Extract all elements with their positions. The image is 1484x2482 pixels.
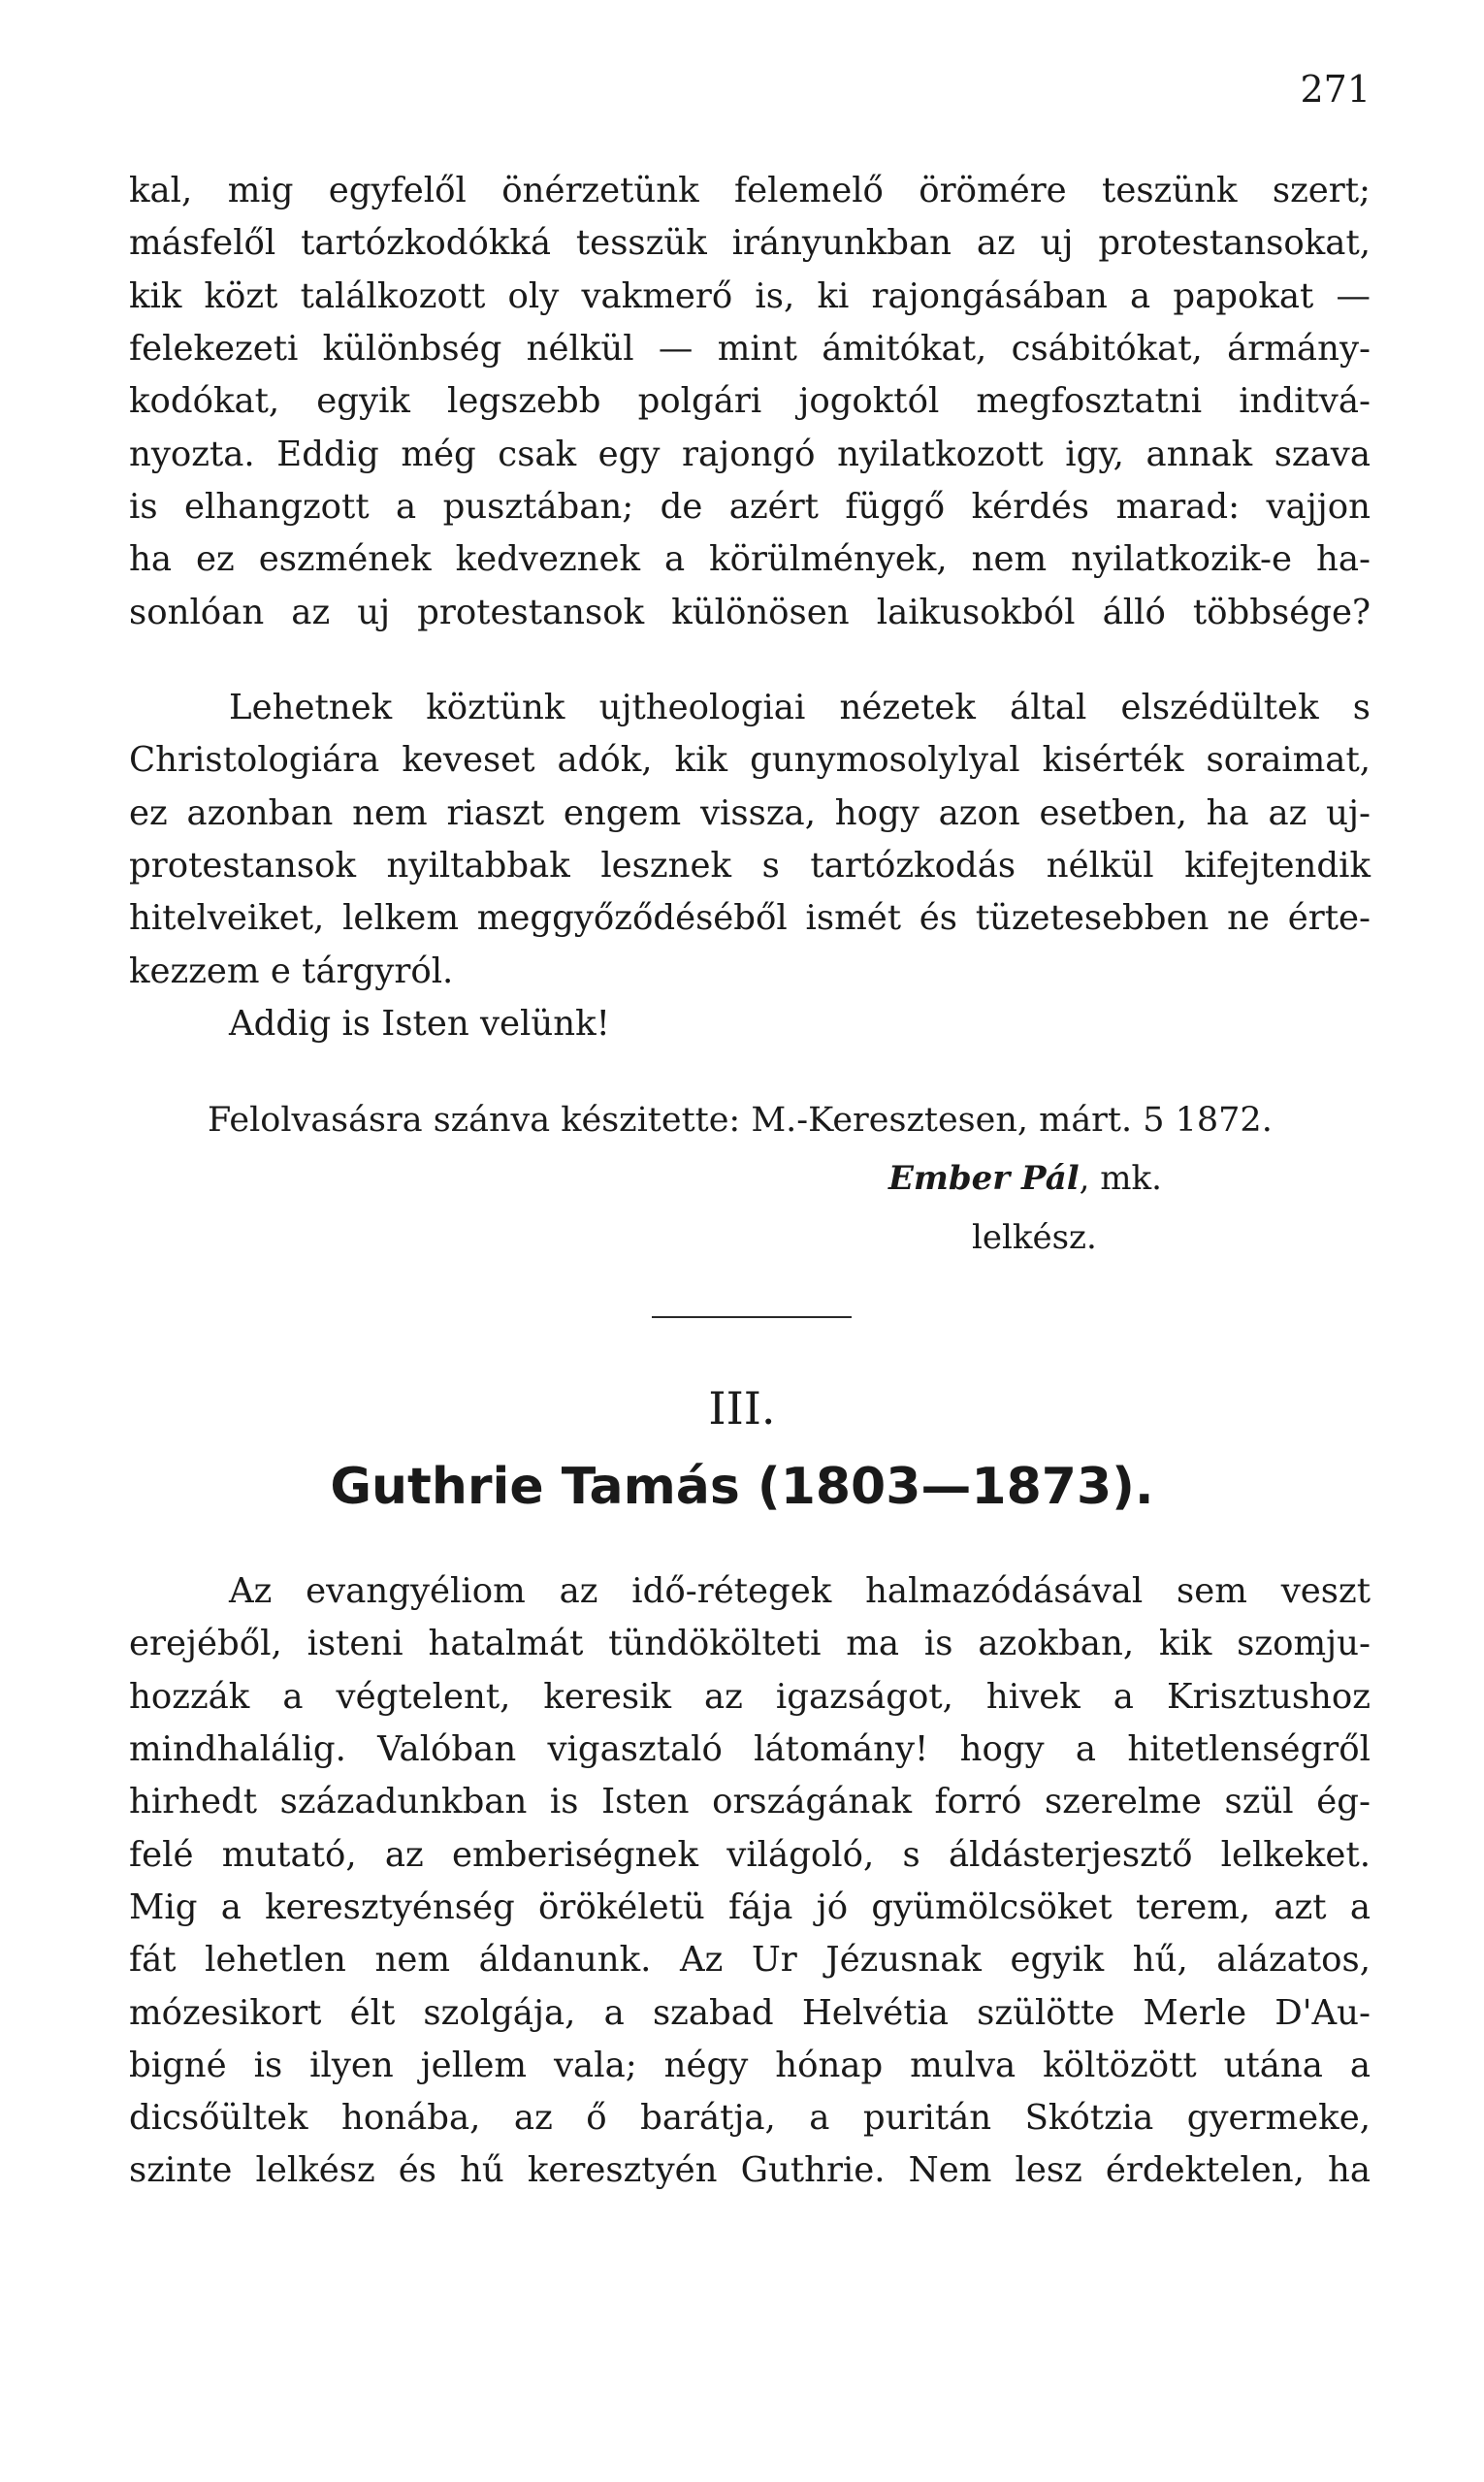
text-line: is elhangzott a pusztában; de azért függő kérdés marad: vajjon	[129, 486, 1371, 527]
signature	[888, 1159, 1162, 1198]
signature-name: Ember Pál	[888, 1159, 1080, 1198]
text-line: dicsőültek honába, az ő barátja, a puritán Skótzia gyermeke,	[129, 2098, 1371, 2139]
text-line: kik közt találkozott oly vakmerő is, ki rajongásában a papokat —	[129, 275, 1371, 316]
text-line: hitelveiket, lelkem meggyőződéséből ismét és tüzetesebben ne érte-	[129, 898, 1371, 939]
text-line: kezzem e tárgyról.	[129, 951, 454, 991]
text-line: Mig a keresztyénség örökéletü fája jó gyümölcsöket terem, azt a	[129, 1886, 1371, 1927]
text-line: hirhedt századunkban is Isten országának forró szerelme szül ég-	[129, 1782, 1371, 1822]
text-line: hozzák a végtelent, keresik az igazságot, hivek a Krisztushoz	[129, 1676, 1371, 1717]
text-line: Lehetnek köztünk ujtheologiai nézetek által elszédültek s	[229, 688, 1371, 727]
section-divider	[652, 1316, 852, 1318]
paragraph-1	[129, 165, 1371, 639]
text-line: mózesikort élt szolgája, a szabad Helvétia szülötte Merle D'Au-	[129, 1992, 1371, 2033]
text-line: fát lehetlen nem áldanunk. Az Ur Jézusnak egyik hű, alázatos,	[129, 1940, 1371, 1981]
text-line: másfelől tartózkodókká tesszük irányunkban az uj protestansokat,	[129, 223, 1371, 264]
text-line: Christologiára keveset adók, kik gunymosolylyal kisérték soraimat,	[129, 740, 1371, 781]
closing-line: Addig is Isten velünk!	[229, 1003, 610, 1044]
text-line: erejéből, isteni hatalmát tündökölteti ma is azokban, kik szomju-	[129, 1624, 1371, 1664]
paragraph-3	[129, 1565, 1371, 2198]
section-number: III.	[708, 1382, 776, 1434]
text-line: nyozta. Eddig még csak egy rajongó nyilatkozott igy, annak szava	[129, 434, 1371, 474]
authorship-note: Felolvasásra szánva készitette: M.-Keresztesen, márt. 5 1872.	[208, 1101, 1273, 1140]
text-line: bigné is ilyen jellem vala; négy hónap mulva költözött utána a	[129, 2045, 1371, 2085]
text-line: mindhalálig. Valóban vigasztaló látomány! hogy a hitetlenségről	[129, 1728, 1371, 1769]
section-title: Guthrie Tamás (1803—1873).	[330, 1458, 1154, 1516]
text-line: kal, mig egyfelől önérzetünk felemelő örömére teszünk szert;	[129, 171, 1371, 210]
text-line: ha ez eszmének kedveznek a körülmények, nem nyilatkozik-e ha-	[129, 539, 1371, 580]
text-line: Az evangyéliom az idő-rétegek halmazódásával sem veszt	[229, 1571, 1371, 1611]
text-line: felekezeti különbség nélkül — mint ámitókat, csábitókat, ármány-	[129, 328, 1371, 369]
paragraph-2	[129, 682, 1371, 1050]
text-line: sonlóan az uj protestansok különösen laikusokból álló többsége?	[129, 592, 1371, 632]
text-line: felé mutató, az emberiségnek világoló, s áldásterjesztő lelkeket.	[129, 1834, 1371, 1875]
text-line: protestansok nyiltabbak lesznek s tartózkodás nélkül kifejtendik	[129, 845, 1371, 886]
page-number: 271	[1300, 68, 1371, 111]
text-line: ez azonban nem riaszt engem vissza, hogy azon esetben, ha az uj-	[129, 792, 1371, 833]
signature-suffix: , mk.	[1079, 1159, 1162, 1198]
text-line: kodókat, egyik legszebb polgári jogoktól megfosztatni inditvá-	[129, 381, 1371, 422]
signature-title: lelkész.	[972, 1218, 1097, 1257]
text-line: szinte lelkész és hű keresztyén Guthrie. Nem lesz érdektelen, ha	[129, 2150, 1371, 2191]
